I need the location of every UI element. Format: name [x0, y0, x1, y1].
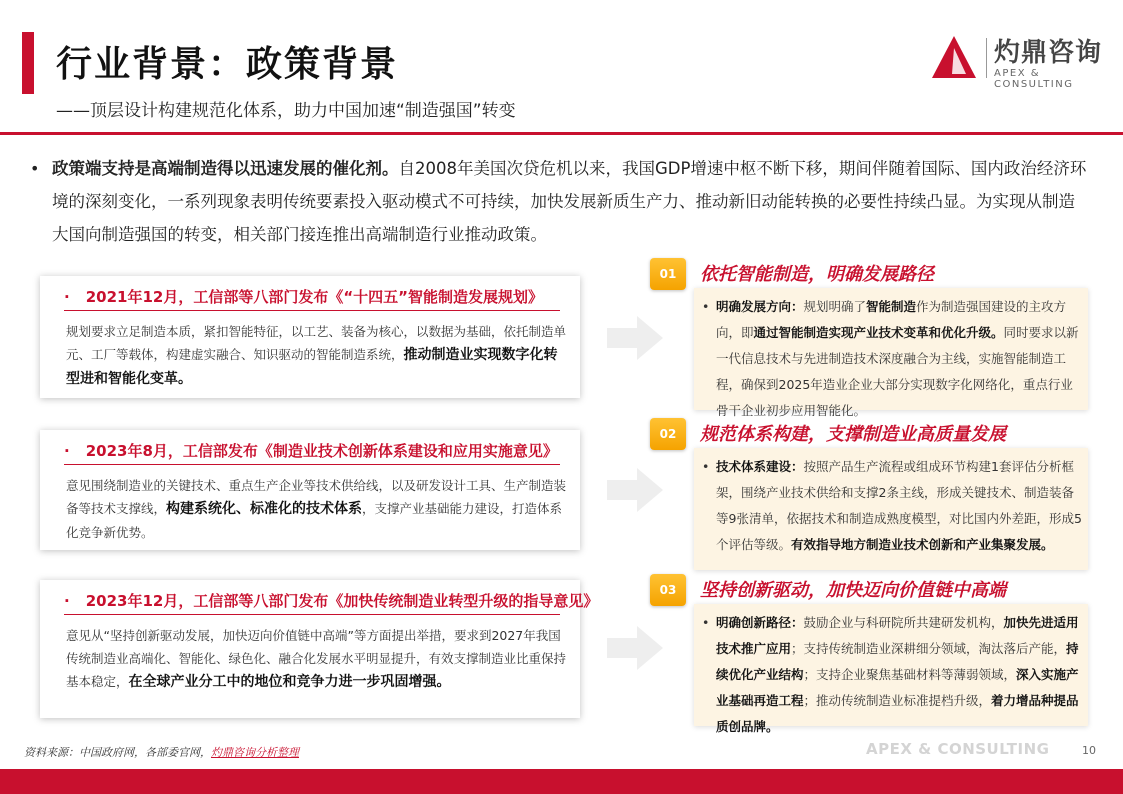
- intro-paragraph: [30, 152, 1090, 251]
- footer-source: [24, 744, 299, 760]
- intro-bullet: •: [30, 159, 40, 178]
- item-bullet: •: [702, 615, 710, 630]
- policy-title-underline: [64, 310, 560, 311]
- intro-body: 自2008年美国次贷危机以来，我国GDP增速中枢不断下移，期间伴随着国际、国内政治经济环境的深刻变化，一系列现象表明传统要素投入驱动模式不可持续，加快发展新质生产力、推动新旧动能转换的必要性持续凸显。为实现从制造大国向制造强国的转变，相关部门接连推出高端制造行业推动政策。: [52, 159, 1087, 244]
- item-content-box: [694, 604, 1088, 734]
- page-title: 行业背景：政策背景: [56, 44, 399, 85]
- item-bullet: •: [702, 299, 710, 314]
- policy-card-3: [40, 580, 599, 718]
- logo-english-name: APEX & CONSULTING: [994, 68, 1074, 90]
- item-text-bold: 技术体系建设：: [716, 459, 804, 474]
- policy-body-text: 意见从“坚持创新驱动发展，加快迈向价值链中高端”等方面提出举措，要求到2027年我国传统制造业高端化、智能化、绿色化、融合化发展水平明显提升，有效支撑制造业比重保持基本稳定，: [66, 628, 567, 689]
- right-arrow-icon: [607, 626, 663, 670]
- policy-body-bold: 在全球产业分工中的地位和竞争力进一步巩固增强。: [128, 674, 451, 690]
- policy-title-text: 2023年8月，工信部发布《制造业技术创新体系建设和应用实施意见》: [85, 442, 558, 460]
- footer-brand: APEX & CONSULTING: [866, 740, 1050, 758]
- policy-title-text: 2021年12月，工信部等八部门发布《“十四五”智能制造发展规划》: [85, 288, 544, 306]
- policy-title: [64, 440, 558, 461]
- right-arrow-icon: [607, 316, 663, 360]
- logo-separator: [986, 38, 987, 78]
- item-text-bold: 明确发展方向：: [716, 299, 804, 314]
- item-text-regular: 鼓励企业与科研院所共建研发机构，: [803, 615, 1004, 630]
- logo-chinese-name: 灼鼎咨询: [994, 38, 1103, 68]
- item-text-bold: 智能制造: [866, 299, 917, 314]
- policy-dot: ·: [64, 592, 70, 610]
- item-text: [702, 294, 1082, 424]
- policy-body-bold: 推动制造业实现数字化转型进和智能化变革。: [66, 347, 558, 387]
- item-text-bold: 明确创新路径：: [716, 615, 804, 630]
- item-text-regular: 作为制造强国建设的主攻方向，即: [716, 299, 1067, 340]
- item-text-regular: ；支持传统制造业深耕细分领域，淘汰落后产能，: [791, 641, 1067, 656]
- item-text-regular: ；支持企业聚焦基础材料等薄弱领域，: [803, 667, 1017, 682]
- item-title: 坚持创新驱动，加快迈向价值链中高端: [700, 580, 1006, 601]
- header-divider: [0, 132, 1123, 135]
- policy-title: [64, 590, 598, 611]
- company-logo: [930, 30, 1110, 90]
- item-text-regular: ；推动传统制造业标准提档升级，: [803, 693, 992, 708]
- item-text-bold: 深入实施产业基础再造工程: [716, 667, 1079, 708]
- policy-body: [66, 320, 566, 391]
- item-number-badge: 03: [650, 574, 686, 606]
- policy-body: [66, 474, 566, 544]
- policy-body-text: 规划要求立足制造本质，紧扣智能特征，以工艺、装备为核心，以数据为基础，依托制造单元、工厂等载体，构建虚实融合、知识驱动的智能制造系统，: [66, 324, 567, 362]
- item-text-bold: 有效指导地方制造业技术创新和产业集聚发展。: [791, 537, 1054, 552]
- title-accent-bar: [22, 32, 34, 94]
- item-text-bold: 通过智能制造实现产业技术变革和优化升级。: [753, 325, 1004, 340]
- page-subtitle: ——顶层设计构建规范化体系，助力中国加速“制造强国”转变: [56, 101, 516, 121]
- item-content-box: [694, 448, 1088, 570]
- policy-dot: ·: [64, 288, 70, 306]
- policy-title-underline: [64, 464, 560, 465]
- policy-body-bold: 构建系统化、标准化的技术体系: [166, 501, 363, 517]
- item-text-regular: 按照产品生产流程或组成环节构建1套评估分析框架，围绕产业技术供给和支撑2条主线，形成关键技术、制造装备等9张清单，依据技术和制造成熟度模型，对比国内外差距，形成5个评估等级。: [716, 459, 1082, 552]
- item-text: [702, 454, 1082, 558]
- policy-body-text: 意见围绕制造业的关键技术、重点生产企业等技术供给线，以及研发设计工具、生产制造装备等技术支撑线，: [66, 478, 567, 516]
- policy-body: [66, 624, 566, 694]
- page-number: 10: [1082, 744, 1096, 757]
- item-text-bold: 加快先进适用技术推广应用: [716, 615, 1079, 656]
- bottom-accent-bar: [0, 769, 1123, 794]
- item-text-bold: 持续优化产业结构: [716, 641, 1079, 682]
- item-text: [702, 610, 1082, 740]
- policy-title-underline: [64, 614, 560, 615]
- item-text-regular: 规划明确了: [803, 299, 867, 314]
- policy-dot: ·: [64, 442, 70, 460]
- item-text-regular: 同时要求以新一代信息技术与先进制造技术深度融合为主线，实施智能制造工程，确保到2025年造业企业大部分实现数字化网络化，重点行业骨干企业初步应用智能化。: [716, 325, 1079, 418]
- item-title: 依托智能制造，明确发展路径: [700, 264, 934, 285]
- item-number-badge: 01: [650, 258, 686, 290]
- item-number-badge: 02: [650, 418, 686, 450]
- policy-card-1: [40, 276, 580, 398]
- logo-triangle-icon: [930, 34, 978, 80]
- policy-card-2: [40, 430, 580, 550]
- item-text-bold: 着力增品种提品质创品牌。: [716, 693, 1079, 734]
- intro-text: [30, 152, 1090, 251]
- footer-source-highlight: 灼鼎咨询分析整理: [211, 746, 299, 759]
- right-arrow-icon: [607, 468, 663, 512]
- policy-title: [64, 286, 543, 307]
- footer-source-prefix: 资料来源：中国政府网，各部委官网，: [24, 746, 211, 759]
- policy-body-tail: ，支撑产业基础能力建设，打造体系化竞争新优势。: [66, 501, 563, 540]
- item-bullet: •: [702, 459, 710, 474]
- item-content-box: [694, 288, 1088, 418]
- item-title: 规范体系构建，支撑制造业高质量发展: [700, 424, 1006, 445]
- policy-title-text: 2023年12月，工信部等八部门发布《加快传统制造业转型升级的指导意见》: [85, 592, 599, 610]
- intro-bold-lead: 政策端支持是高端制造得以迅速发展的催化剂。: [52, 159, 399, 178]
